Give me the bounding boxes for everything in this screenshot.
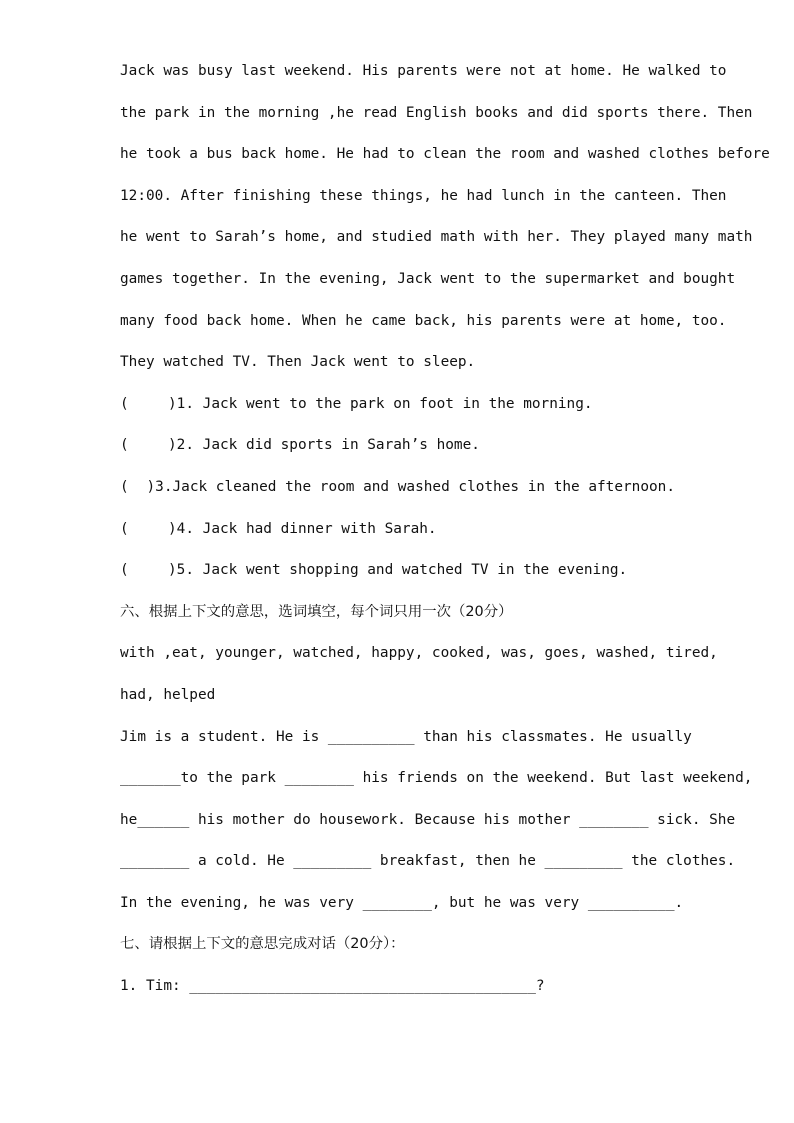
cloze-line[interactable]: Jim is a student. He is __________ than his classmates. He usually bbox=[120, 728, 692, 745]
answer-bracket[interactable]: ( bbox=[120, 478, 129, 495]
reading-passage bbox=[120, 51, 770, 384]
cloze-line[interactable]: ________ a cold. He _________ breakfast, then he _________ the clothes. bbox=[120, 853, 736, 870]
question-text: )4. Jack had dinner with Sarah. bbox=[168, 520, 437, 537]
judge-question-4 bbox=[120, 509, 675, 551]
cloze-line[interactable]: _______to the park ________ his friends on the weekend. But last weekend, bbox=[120, 770, 753, 787]
judge-questions bbox=[120, 384, 675, 592]
answer-bracket[interactable]: ( bbox=[120, 395, 129, 412]
reading-line: many food back home. When he came back, his parents were at home, too. bbox=[120, 312, 727, 329]
cloze-line[interactable]: In the evening, he was very ________, but he was very __________. bbox=[120, 894, 684, 911]
cloze-passage bbox=[120, 717, 753, 925]
section-6-title: 六、根据上下文的意思，选词填空，每个词只用一次（20分） bbox=[120, 603, 513, 620]
reading-line: the park in the morning ,he read English books and did sports there. Then bbox=[120, 104, 753, 121]
answer-bracket[interactable]: ( bbox=[120, 562, 129, 579]
reading-line: he went to Sarah’s home, and studied math with her. They played many math bbox=[120, 229, 753, 246]
worksheet-page bbox=[120, 51, 770, 1008]
judge-question-3 bbox=[120, 467, 675, 509]
judge-question-2 bbox=[120, 425, 675, 467]
question-text: )5. Jack went shopping and watched TV in the evening. bbox=[168, 562, 628, 579]
word-bank-line: had, helped bbox=[120, 686, 216, 703]
question-text: )3.Jack cleaned the room and washed clothes in the afternoon. bbox=[146, 478, 675, 495]
answer-bracket[interactable]: ( bbox=[120, 520, 129, 537]
cloze-line[interactable]: he______ his mother do housework. Because his mother ________ sick. She bbox=[120, 811, 736, 828]
word-bank bbox=[120, 633, 718, 716]
reading-line: Jack was busy last weekend. His parents were not at home. He walked to bbox=[120, 63, 727, 79]
reading-line: They watched TV. Then Jack went to sleep. bbox=[120, 354, 476, 371]
judge-question-1 bbox=[120, 384, 675, 426]
answer-bracket[interactable]: ( bbox=[120, 437, 129, 454]
dialogue-item-1[interactable]: 1. Tim: ________________________________________? bbox=[120, 978, 545, 995]
section-7-title: 七、请根据上下文的意思完成对话（20分）： bbox=[120, 936, 405, 953]
reading-line: 12:00. After finishing these things, he had lunch in the canteen. Then bbox=[120, 187, 727, 204]
reading-line: games together. In the evening, Jack went to the supermarket and bought bbox=[120, 270, 736, 287]
question-text: )2. Jack did sports in Sarah’s home. bbox=[168, 437, 480, 454]
question-text: )1. Jack went to the park on foot in the morning. bbox=[168, 395, 593, 412]
judge-question-5 bbox=[120, 550, 675, 592]
word-bank-line: with ,eat, younger, watched, happy, cooked, was, goes, washed, tired, bbox=[120, 645, 718, 662]
reading-line: he took a bus back home. He had to clean the room and washed clothes before bbox=[120, 146, 770, 163]
